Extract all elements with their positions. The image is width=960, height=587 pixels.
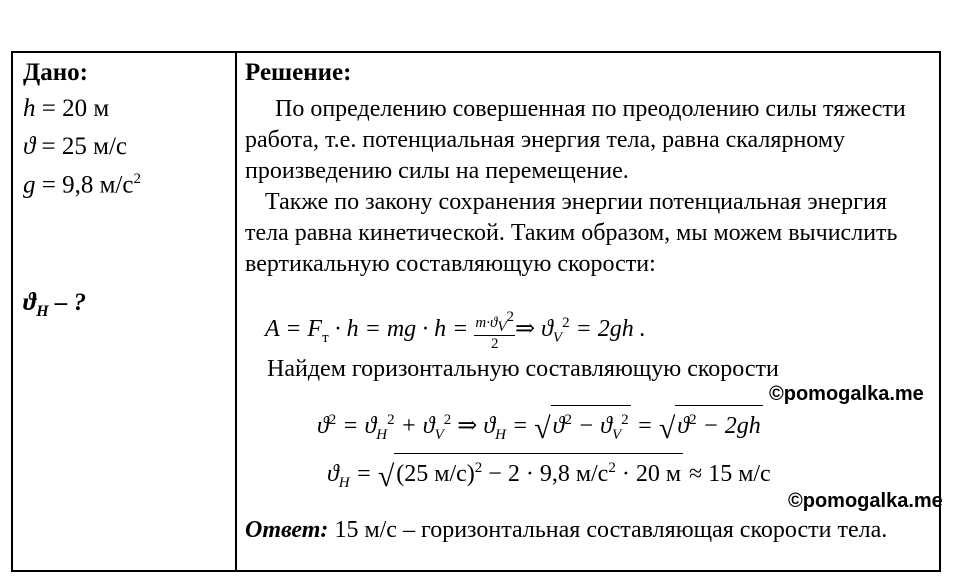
- solution-title: Решение:: [245, 59, 352, 86]
- watermark-2: ©pomogalka.me: [788, 490, 943, 512]
- answer: [245, 515, 935, 545]
- solution-paragraph-3: Найдем горизонтальную составляющую скорости: [267, 356, 779, 382]
- given-gravity: g = 9,8 $м/с^2$: [23, 171, 141, 199]
- radical-sign-1: √: [534, 412, 551, 445]
- root-1: $ϑ^2 - ϑ_V^2$: [551, 405, 631, 448]
- given-title: Дано:: [23, 59, 88, 86]
- find-quantity: $ϑ_H$ – ?: [23, 289, 87, 320]
- solution-paragraph-1: По определению совершенная по преодолению силы тяжести работа, т.е. потенциальная энергия тела, равна скалярному произведению силы на перемещение.: [245, 96, 906, 184]
- answer-text: 15 м/с – горизонтальная составляющая скорости тела.: [328, 517, 888, 543]
- formula-horizontal-velocity: $ϑ^2 = ϑ_H^2 + ϑ_V^2$ ⇒ $ϑ_H = √ϑ^2 - ϑ_V^2 = √ϑ^2 - 2gh$: [317, 405, 763, 448]
- watermark-1: ©pomogalka.me: [769, 383, 924, 405]
- given-height: h = 20 м: [23, 95, 110, 122]
- root-3: (25 м/с)$^2$ − 2 · 9,8 $м/с^2 \cdot 20$ м: [394, 453, 683, 487]
- kinetic-energy-fraction: $\frac{m\cdot ϑ_V^2}{2}$: [475, 309, 515, 352]
- solution-paragraph-2: Также по закону сохранения энергии потенциальная энергия тела равна кинетической. Таким образом, мы можем вычислить вертикальную составляющую скорости:: [245, 189, 898, 277]
- answer-label: Ответ:: [245, 517, 329, 543]
- radical-sign-2: √: [658, 412, 676, 445]
- formula-work-energy: $A = F_т \cdot h$ = mg · h = $\frac{m\cdot ϑ_V^2}{2}$ ⇒ $ϑ_V^2 = 2gh$ .: [265, 309, 646, 352]
- task-table: [11, 51, 941, 572]
- formula-numeric: $ϑ_H = √(25$ м/с)$^2$ − 2 · 9,8 $м/с^2 \cdot 20$ м ≈ 15 м/с: [327, 453, 771, 494]
- given-velocity: ϑ = 25 м/с: [23, 133, 128, 160]
- given-column: [13, 53, 235, 570]
- root-2: $ϑ^2 - 2gh$: [675, 405, 762, 439]
- radical-sign-3: √: [377, 460, 395, 493]
- solution-column: [237, 53, 943, 570]
